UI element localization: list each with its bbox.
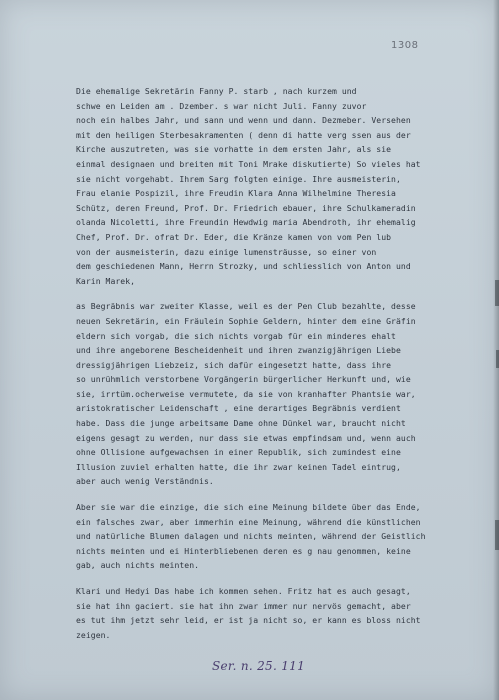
typed-text-body (76, 84, 496, 644)
text-line: einmal designaen und breiten mit Toni Mrake diskutierte) So vieles hat (76, 158, 421, 169)
text-line: schwe en Leiden am . Dzember. s war nicht Juli. Fanny zuvor (76, 100, 367, 111)
text-line: olanda Nicoletti, ihre Freundin Hewdwig maria Abendroth, ihr ehemalig (76, 217, 416, 228)
text-line: aristokratischer Leidenschaft , eine derartiges Begräbnis verdient (76, 403, 401, 414)
text-line: habe. Dass die junge arbeitsame Dame ohne Dünkel war, braucht nicht (76, 418, 406, 429)
text-line: mit den heiligen Sterbesakramenten ( denn di hatte verg ssen aus der (76, 129, 411, 140)
text-line: zeigen. (76, 629, 111, 640)
text-line: sie, irrtüm.ocherweise vermutete, da sie von kranhafter Phantsie war, (76, 388, 416, 399)
text-line: neuen Sekretärin, ein Fräulein Sophie Geldern, hinter dem eine Gräfin (76, 315, 416, 326)
text-line: und natürliche Blumen dalagen und nichts meinten, während der Geistlich (76, 531, 426, 542)
text-line: Chef, Prof. Dr. ofrat Dr. Eder, die Kränze kamen von vom Pen lub (76, 231, 392, 242)
text-line: nichts meinten und ei Hinterbliebenen deren es g nau genommen, keine (76, 545, 411, 556)
text-line: Kirche auszutreten, was sie vorhatte in dem ersten Jahr, als sie (76, 144, 392, 155)
text-line: Frau elanie Pospizil, ihre Freudin Klara Anna Wilhelmine Theresia (76, 188, 396, 199)
text-line: eigens gesagt zu werden, nur dass sie etwas empfindsam und, wenn auch (76, 432, 416, 443)
paragraph (76, 584, 496, 642)
text-line: Die ehemalige Sekretärin Fanny P. starb , nach kurzem und (76, 86, 357, 96)
text-line: und ihre angeborene Bescheidenheit und ihren zwanzigjährigen Liebe (76, 345, 401, 356)
text-line: Illusion zuviel erhalten hatte, die ihr zwar keinen Tadel eintrug, (76, 461, 401, 472)
handwritten-shelfmark: Ser. n. 25. 111 (212, 659, 306, 673)
text-line: so unrühmlich verstorbene Vorgängerin bürgerlicher Herkunft und, wie (76, 374, 411, 385)
text-line: Klari und Hedyi Das habe ich kommen sehen. Fritz hat es auch gesagt, (76, 586, 411, 596)
text-line: Karin Marek, (76, 275, 136, 286)
archive-number: 1308 (391, 40, 419, 51)
text-line: aber auch wenig Verständnis. (76, 476, 214, 487)
text-line: Aber sie war die einzige, die sich eine Meinung bildete über das Ende, (76, 502, 421, 513)
text-line: von der ausmeisterin, dazu einige lumensträusse, so einer von (76, 246, 377, 257)
paragraph (76, 84, 496, 288)
text-line: es tut ihm jetzt sehr leid, er ist ja nicht so, er kann es bloss nicht (76, 615, 421, 626)
text-line: ein falsches zwar, aber immerhin eine Meinung, während die künstlichen (76, 516, 421, 527)
text-line: Schütz, deren Freund, Prof. Dr. Friedrich ebauer, ihre Schulkameradin (76, 202, 416, 213)
paragraph (76, 500, 496, 573)
paragraph (76, 299, 496, 489)
text-line: dem geschiedenen Mann, Herrn Strozky, und schliesslich von Anton und (76, 261, 411, 272)
text-line: sie hat ihn gaciert. sie hat ihn zwar immer nur nervös gemacht, aber (76, 600, 411, 611)
text-line: as Begräbnis war zweiter Klasse, weil es der Pen Club bezahlte, desse (76, 301, 416, 312)
text-line: gab, auch nichts meinten. (76, 560, 200, 571)
text-line: noch ein halbes Jahr, und sann und wenn und dann. Dezmeber. Versehen (76, 115, 411, 126)
text-line: dressigjährigen Liebzeiz, sich dafür eingesetzt hatte, dass ihre (76, 359, 392, 370)
text-line: sie nicht vorgehabt. Ihrem Sarg folgten einige. Ihre ausmeisterin, (76, 173, 401, 184)
text-line: ohne Ollisione aufgewachsen in einer Republik, sich zumindest eine (76, 447, 401, 458)
text-line: eldern sich vorgab, die sich nichts vorgab für ein minderes ehalt (76, 330, 396, 341)
